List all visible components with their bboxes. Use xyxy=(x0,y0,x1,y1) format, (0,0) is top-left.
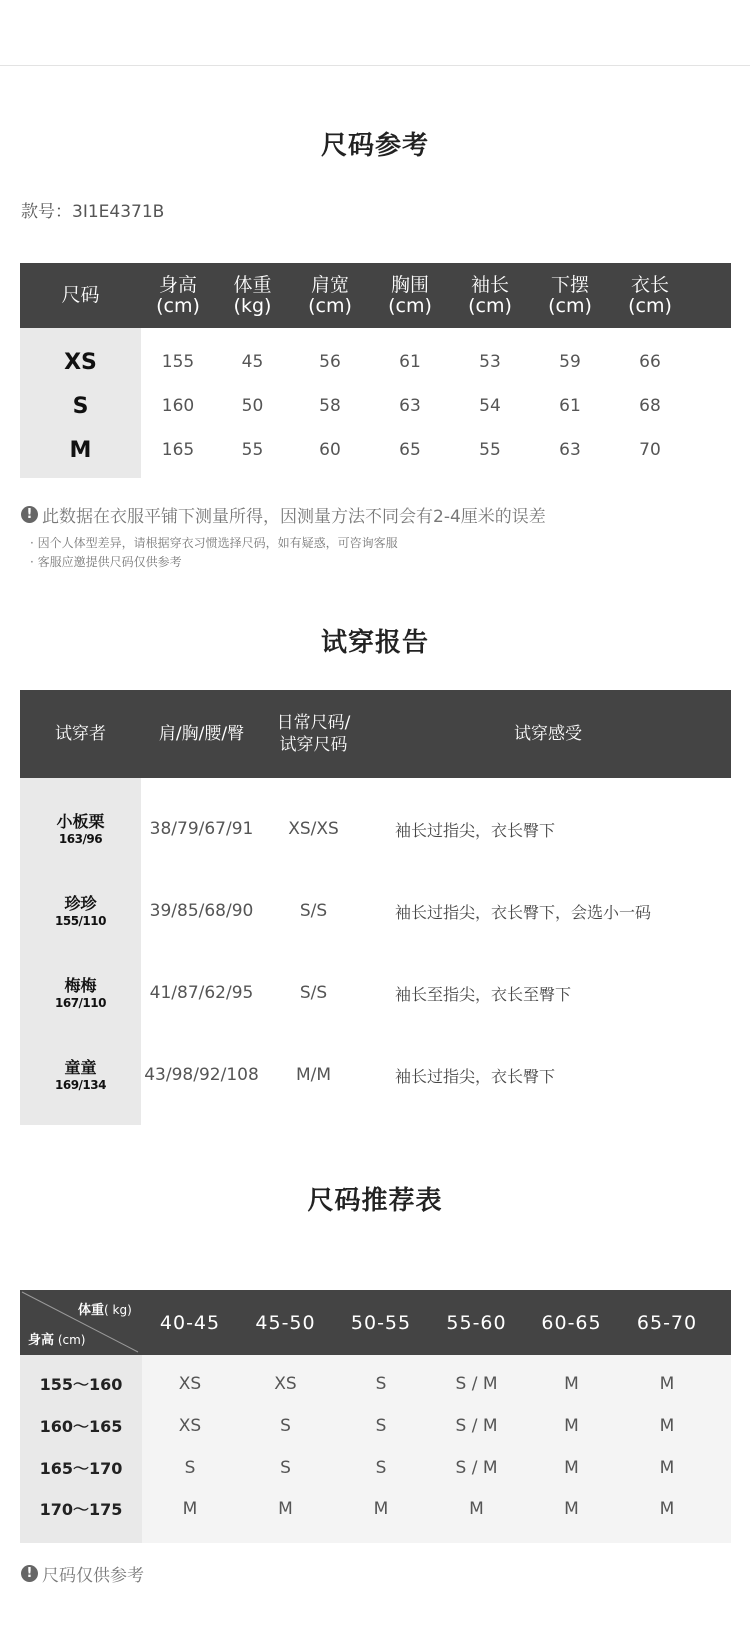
size-label: M xyxy=(69,437,92,463)
note-sub-2: · 客服应邀提供尺码仅供参考 xyxy=(30,555,182,569)
recommended-size: M xyxy=(659,1458,675,1478)
size-value: 60 xyxy=(319,440,341,460)
height-range: 155～160 xyxy=(39,1374,123,1394)
size-table-header xyxy=(20,263,731,328)
trial-report-table xyxy=(20,690,731,1125)
recommended-size: S xyxy=(184,1458,196,1478)
tester-height-weight: 167/110 xyxy=(55,996,106,1010)
tester-name xyxy=(20,952,141,1034)
corner-height-label: 身高 (cm) xyxy=(28,1333,86,1348)
weight-range-header: 55-60 xyxy=(446,1311,507,1334)
weight-range-header: 45-50 xyxy=(255,1311,316,1334)
trial-header-2: 日常尺码/ 试穿尺码 xyxy=(276,713,351,755)
tester-nickname: 童童 xyxy=(64,1058,97,1077)
exclamation-circle-icon: ! xyxy=(21,1565,38,1582)
size-header-6: 下摆 (cm) xyxy=(548,273,592,317)
size-value: 54 xyxy=(479,396,501,416)
measure-note xyxy=(21,502,546,527)
size-value: 155 xyxy=(161,352,195,372)
size-header-3: 肩宽 (cm) xyxy=(308,273,352,317)
tester-size: S/S xyxy=(299,983,328,1003)
recommended-size: S xyxy=(375,1416,387,1436)
size-value: 165 xyxy=(161,440,195,460)
recommended-size: M xyxy=(469,1499,484,1519)
recommended-size: XS xyxy=(178,1416,202,1436)
weight-range-header: 50-55 xyxy=(350,1311,412,1334)
tester-height-weight: 155/110 xyxy=(55,914,106,928)
style-number: 款号：3I1E4371B xyxy=(21,202,165,222)
corner-weight-label: 体重( kg) xyxy=(78,1303,132,1318)
recommended-size: S / M xyxy=(455,1374,498,1394)
tester-measurements: 41/87/62/95 xyxy=(149,983,254,1003)
recommended-size: M xyxy=(373,1499,389,1519)
size-value: 63 xyxy=(559,440,581,460)
recommended-size: S xyxy=(280,1416,291,1436)
size-value: 68 xyxy=(639,396,661,416)
tester-name xyxy=(20,1034,141,1116)
tester-feel: 袖长过指尖，衣长臀下 xyxy=(395,820,556,840)
trial-header-1: 肩/胸/腰/臀 xyxy=(158,724,245,744)
size-value: 160 xyxy=(161,396,195,416)
trial-title: 试穿报告 xyxy=(320,628,429,658)
recommended-size: M xyxy=(564,1374,579,1394)
trial-header-3: 试穿感受 xyxy=(514,724,582,744)
recommended-size: XS xyxy=(274,1374,297,1394)
tester-nickname: 珍珍 xyxy=(64,894,97,913)
size-label: XS xyxy=(64,349,97,375)
recommend-title: 尺码推荐表 xyxy=(307,1186,443,1216)
trial-header-0: 试穿者 xyxy=(55,724,106,744)
tester-size: XS/XS xyxy=(288,819,339,839)
recommended-size: S xyxy=(280,1458,291,1478)
size-header-7: 衣长 (cm) xyxy=(628,273,672,317)
height-range: 165～170 xyxy=(39,1458,123,1478)
size-value: 70 xyxy=(639,440,661,460)
tester-size: S/S xyxy=(299,901,328,921)
tester-nickname: 小板栗 xyxy=(56,812,105,831)
size-value: 56 xyxy=(319,352,341,372)
size-value: 63 xyxy=(399,396,421,416)
recommended-size: M xyxy=(659,1499,675,1519)
trial-table-header xyxy=(20,690,731,778)
size-header-1: 身高 (cm) xyxy=(156,273,200,317)
height-range: 160～165 xyxy=(39,1416,123,1436)
recommended-size: M xyxy=(564,1458,579,1478)
recommended-size: M xyxy=(278,1499,293,1519)
tester-feel: 袖长过指尖，衣长臀下，会选小一码 xyxy=(395,902,652,922)
note-sub-1: · 因个人体型差异，请根据穿衣习惯选择尺码，如有疑惑，可咨询客服 xyxy=(30,536,398,550)
tester-measurements: 43/98/92/108 xyxy=(144,1065,259,1085)
size-label: S xyxy=(72,393,89,419)
top-divider xyxy=(0,65,750,66)
weight-range-header: 40-45 xyxy=(159,1311,221,1334)
recommended-size: M xyxy=(564,1416,579,1436)
tester-name xyxy=(20,788,141,870)
recommended-size: M xyxy=(659,1374,675,1394)
tester-feel: 袖长至指尖，衣长至臀下 xyxy=(395,984,572,1004)
tester-measurements: 38/79/67/91 xyxy=(149,819,254,839)
weight-range-header: 65-70 xyxy=(636,1311,698,1334)
size-header-0: 尺码 xyxy=(61,284,100,306)
recommended-size: M xyxy=(564,1499,579,1519)
size-value: 55 xyxy=(479,440,501,460)
recommended-size: S xyxy=(375,1458,387,1478)
tester-measurements: 39/85/68/90 xyxy=(149,901,254,921)
recommended-size: S / M xyxy=(455,1458,498,1478)
tester-size: M/M xyxy=(295,1065,332,1085)
tester-nickname: 梅梅 xyxy=(64,976,97,995)
recommended-size: XS xyxy=(178,1374,202,1394)
size-value: 61 xyxy=(559,396,581,416)
tester-height-weight: 163/96 xyxy=(58,832,103,846)
tester-name xyxy=(20,870,141,952)
recommended-size: M xyxy=(659,1416,675,1436)
size-value: 50 xyxy=(241,396,264,416)
size-value: 58 xyxy=(319,396,341,416)
exclamation-circle-icon: ! xyxy=(21,506,38,523)
size-header-2: 体重 (kg) xyxy=(233,273,272,317)
size-header-4: 胸围 (cm) xyxy=(388,273,432,317)
size-value: 59 xyxy=(559,352,581,372)
size-ref-title: 尺码参考 xyxy=(320,131,429,161)
weight-range-header: 60-65 xyxy=(541,1311,602,1334)
size-reference-table xyxy=(20,263,731,478)
tester-feel: 袖长过指尖，衣长臀下 xyxy=(395,1066,556,1086)
size-value: 53 xyxy=(479,352,501,372)
size-value: 66 xyxy=(639,352,661,372)
recommended-size: S xyxy=(375,1374,387,1394)
recommend-note xyxy=(21,1561,144,1586)
recommended-size: S / M xyxy=(455,1416,498,1436)
tester-height-weight: 169/134 xyxy=(55,1078,106,1092)
recommend-table-header xyxy=(20,1290,731,1355)
recommend-note-text: 尺码仅供参考 xyxy=(42,1566,144,1586)
size-value: 45 xyxy=(241,352,264,372)
size-recommend-table xyxy=(20,1290,731,1543)
size-value: 61 xyxy=(399,352,421,372)
height-range: 170～175 xyxy=(39,1499,123,1519)
size-value: 65 xyxy=(399,440,421,460)
measure-note-text: 此数据在衣服平铺下测量所得，因测量方法不同会有2-4厘米的误差 xyxy=(42,507,546,527)
recommended-size: M xyxy=(182,1499,198,1519)
size-value: 55 xyxy=(241,440,264,460)
size-header-5: 袖长 (cm) xyxy=(468,273,512,317)
